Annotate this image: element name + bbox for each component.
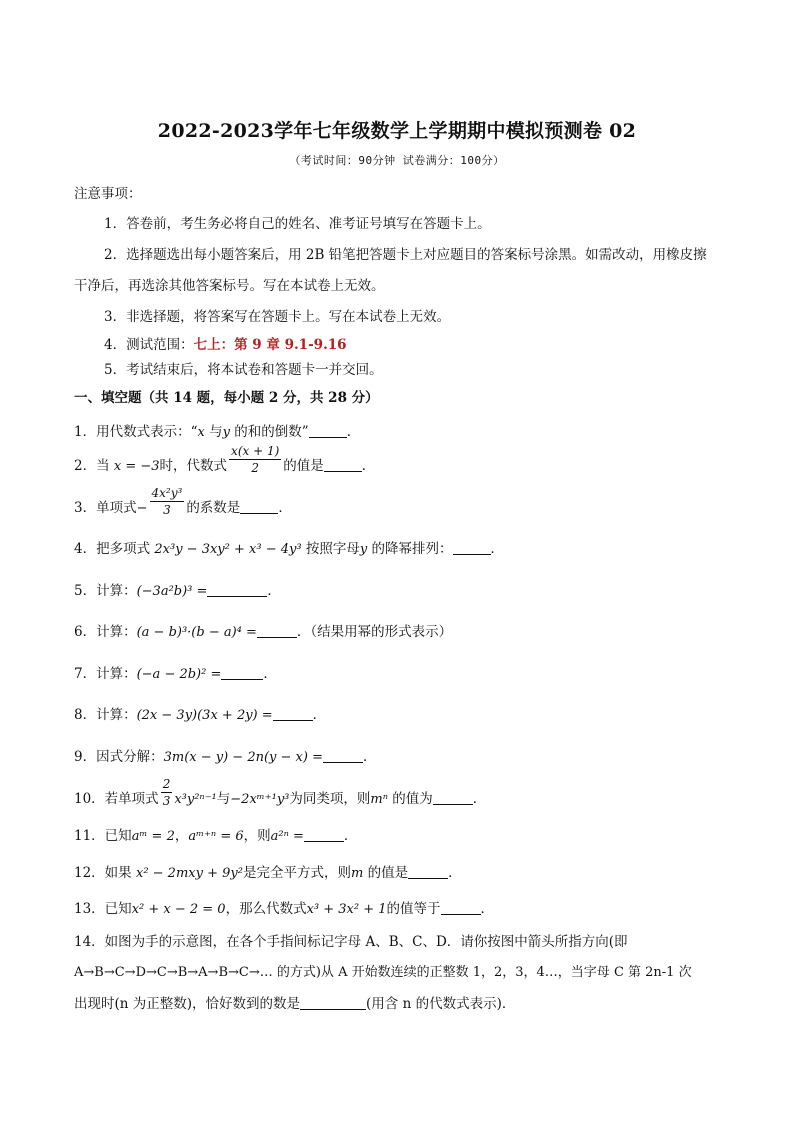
answer-blank[interactable] [441, 900, 481, 915]
answer-blank[interactable] [324, 457, 362, 472]
question-6: 6．计算：(a − b)³·(b − a)⁴ = ．（结果用幂的形式表示） [74, 624, 453, 640]
question-14-line-1: 14．如图为手的示意图，在各个手指间标记字母 A、B、C、D．请你按图中箭头所指方向(即 [74, 934, 628, 950]
question-9: 9．因式分解：3m(x − y) − 2n(y − x) = ． [74, 749, 377, 765]
question-8: 8．计算：(2x − 3y)(3x + 2y) = ． [74, 707, 327, 723]
note-2b: 干净后，再选涂其他答案标号。写在本试卷上无效。 [74, 278, 385, 294]
question-1: 1．用代数式表示：“x 与y 的和的倒数” ． [74, 424, 361, 440]
note-4-prefix: 4．测试范围： [104, 337, 194, 353]
fraction: $\frac{\text{4x²y³}}{3}$ [151, 486, 183, 517]
answer-blank[interactable] [300, 995, 366, 1010]
answer-blank[interactable] [433, 790, 473, 805]
question-2: 2．当 x = −3时，代数式 $\frac{x(x + 1)}{2}$ 的值是 ． [74, 444, 376, 475]
answer-blank[interactable] [257, 623, 297, 638]
question-13: 13．已知x² + x − 2 = 0，那么代数式x³ + 3x² + 1的值等于 ． [74, 901, 495, 917]
question-11: 11．已知aᵐ = 2，aᵐ⁺ⁿ = 6，则a²ⁿ = ． [74, 828, 358, 844]
answer-blank[interactable] [273, 706, 313, 721]
answer-blank[interactable] [240, 499, 278, 514]
test-range: 七上：第 9 章 9.1-9.16 [193, 337, 347, 353]
answer-blank[interactable] [408, 864, 448, 879]
answer-blank[interactable] [304, 827, 344, 842]
question-12: 12．如果 x² − 2mxy + 9y²是完全平方式，则m 的值是 ． [74, 865, 462, 881]
note-4 [104, 335, 764, 355]
note-2a: 2．选择题选出每小题答案后，用 2B 铅笔把答题卡上对应题目的答案标号涂黑。如需改动，用橡皮擦 [104, 247, 707, 263]
question-7: 7．计算：(−a − 2b)² = ． [74, 666, 277, 682]
note-5: 5．考试结束后，将本试卷和答题卡一并交回。 [104, 362, 383, 378]
section-heading: 一、填空题（共 14 题，每小题 2 分，共 28 分） [74, 390, 379, 406]
fraction: $\frac{x(x + 1)}{2}$ [231, 444, 280, 475]
exam-info: （考试时间：90分钟 试卷满分：100分） [289, 154, 505, 167]
fraction: $\frac{2}{3}$ [162, 777, 171, 808]
question-3: 3．单项式− $\frac{\text{4x²y³}}{3}$ 的系数是 ． [74, 486, 292, 517]
answer-blank[interactable] [221, 665, 263, 680]
answer-blank[interactable] [453, 540, 491, 555]
question-10: 10．若单项式 $\frac{2}{3}$ x³y²ⁿ⁻¹与−2xᵐ⁺¹y³为同类项，则mⁿ 的值为 ． [74, 777, 487, 808]
page-title: 2022-2023学年七年级数学上学期期中模拟预测卷 02 [157, 120, 637, 142]
question-4: 4．把多项式 2x³y − 3xy² + x³ − 4y³ 按照字母y 的降幂排列： ． [74, 541, 505, 557]
answer-blank[interactable] [309, 423, 347, 438]
note-1: 1．答卷前，考生务必将自己的姓名、准考证号填写在答题卡上。 [104, 216, 491, 232]
answer-blank[interactable] [207, 582, 267, 597]
answer-blank[interactable] [323, 748, 363, 763]
question-14-line-2: A→B→C→D→C→B→A→B→C→… 的方式)从 A 开始数连续的正整数 1，2，3，4…，当字母 C 第 2n-1 次 [74, 965, 692, 980]
question-14-line-3: 出现时(n 为正整数)，恰好数到的数是 (用含 n 的代数式表示)． [74, 996, 516, 1012]
notes-heading: 注意事项： [74, 186, 142, 202]
note-3: 3．非选择题，将答案写在答题卡上。写在本试卷上无效。 [104, 309, 451, 325]
question-5: 5．计算：(−3a²b)³ = ． [74, 583, 281, 599]
